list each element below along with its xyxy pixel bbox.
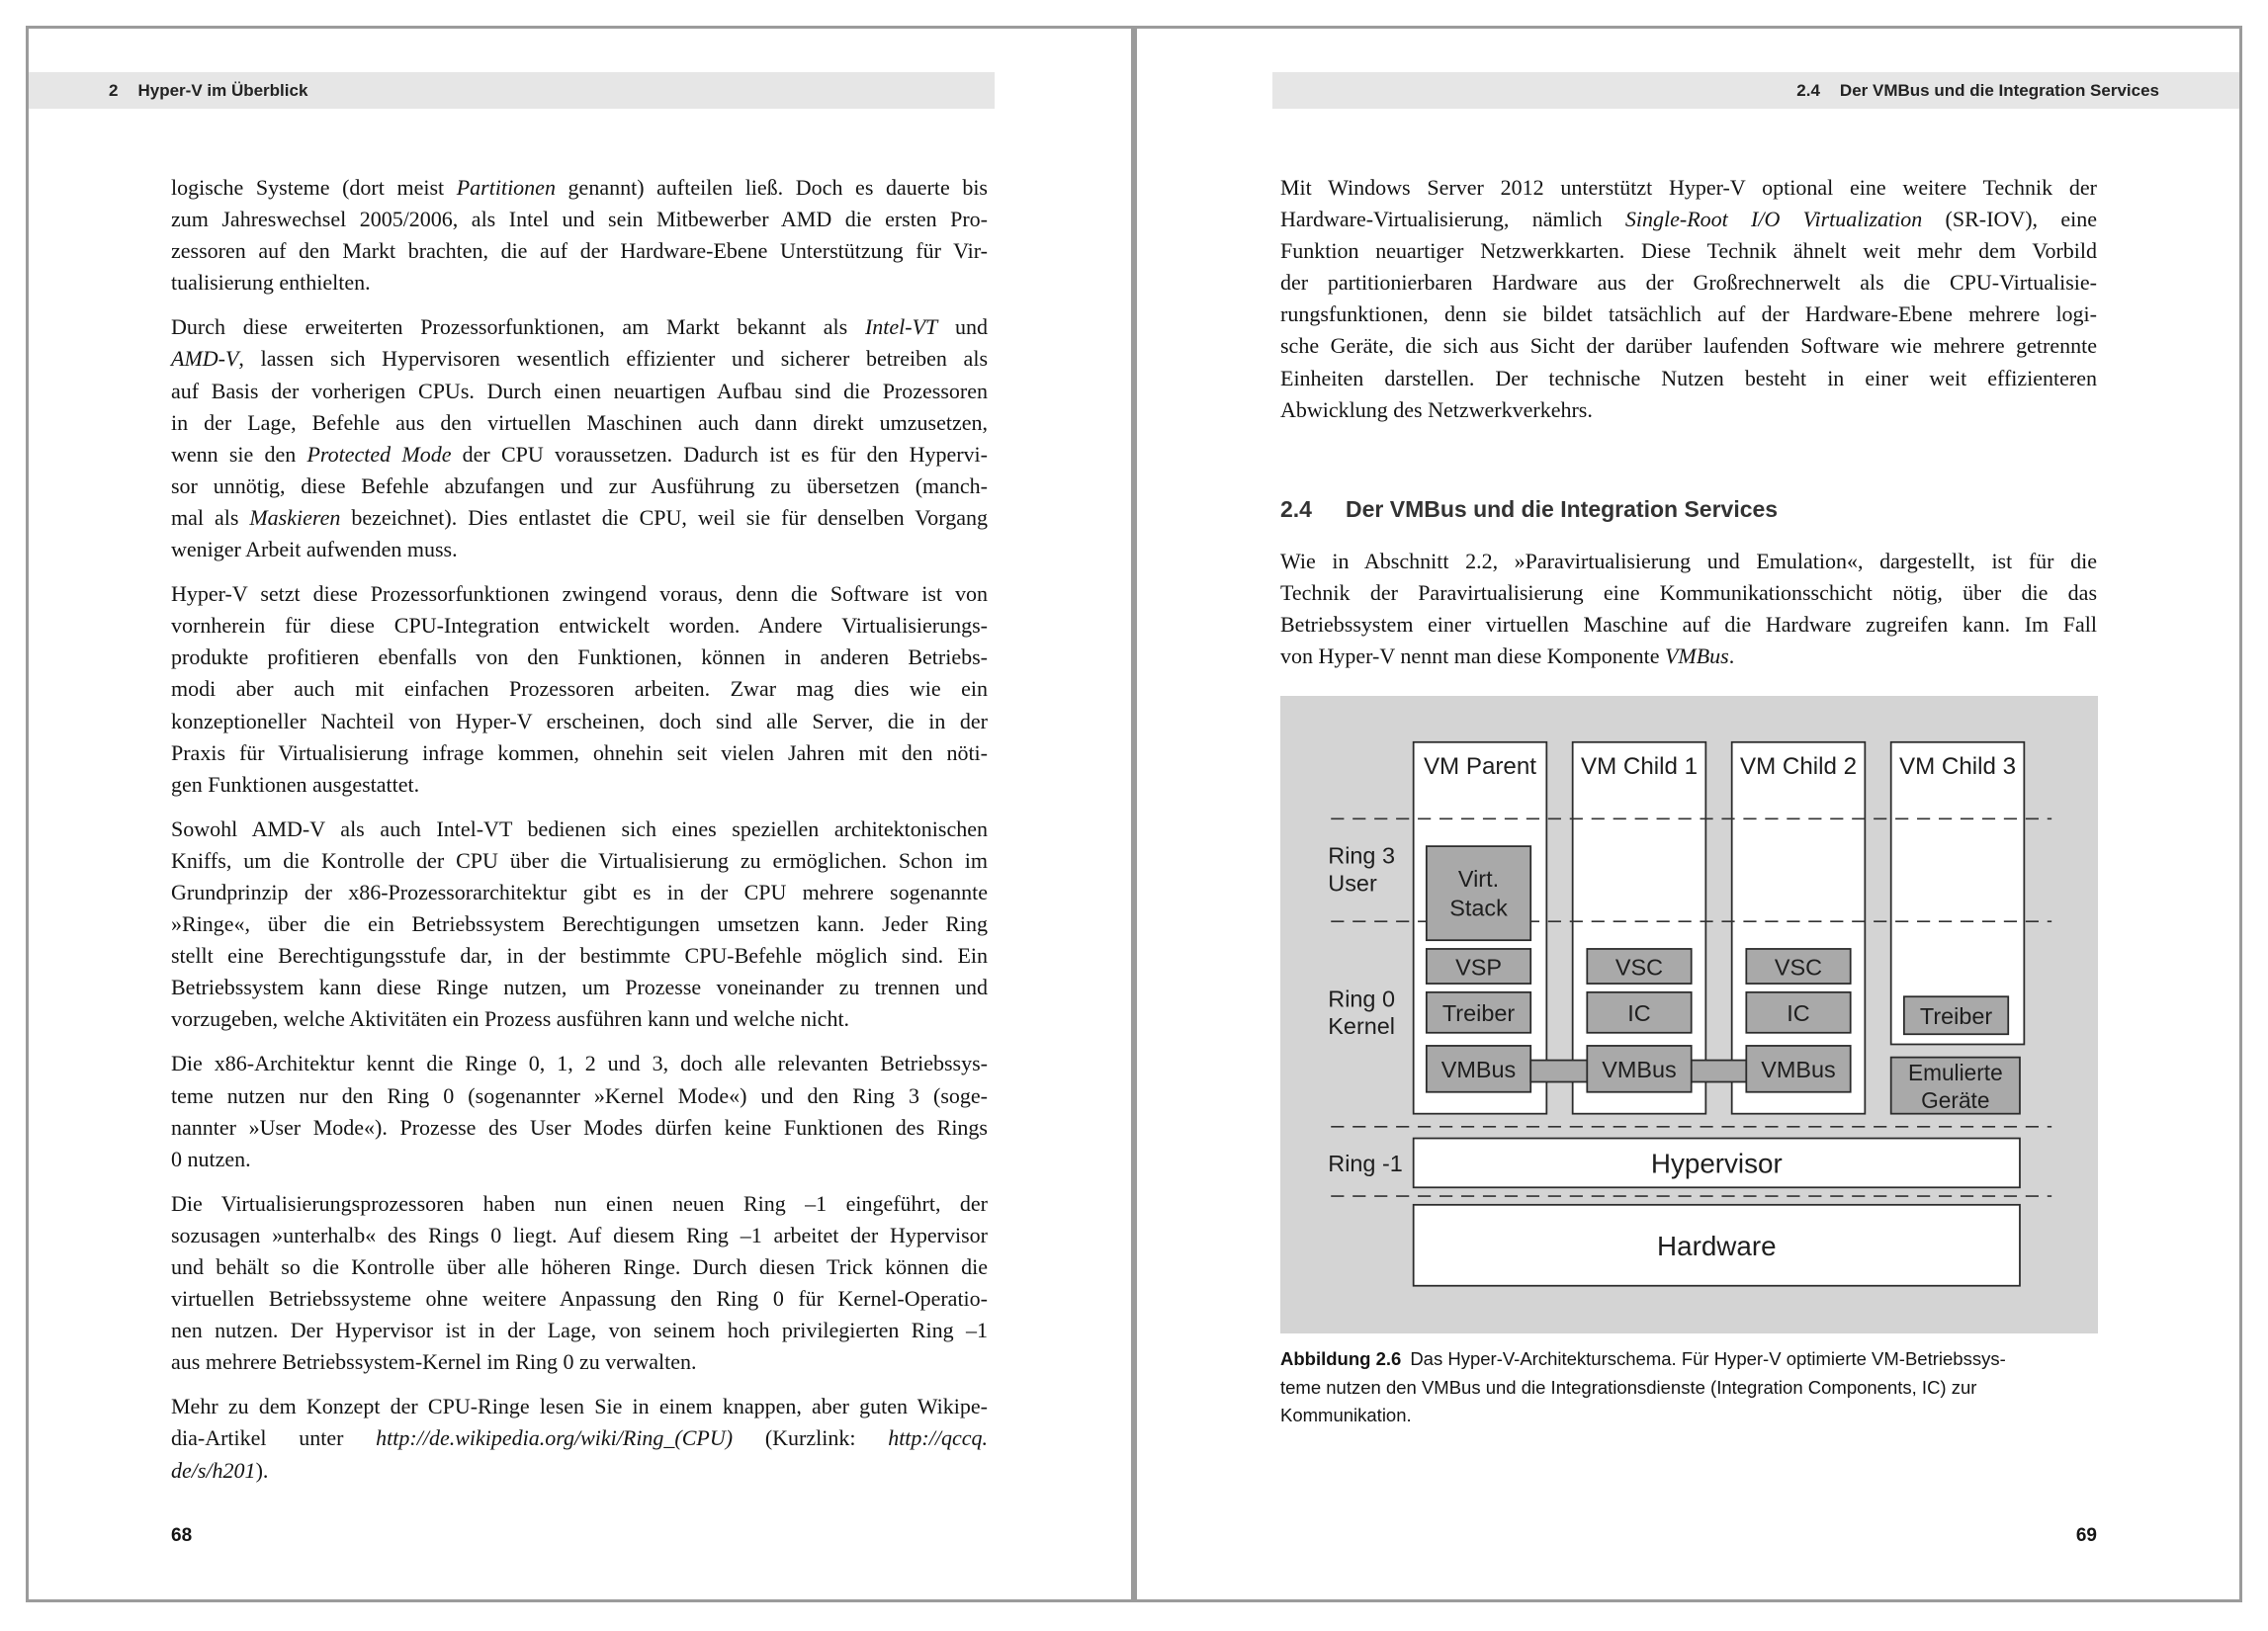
emulated-devices-label-2: Geräte [1921,1086,1990,1113]
text-run: und [937,314,988,340]
text-line [171,235,988,267]
paragraph [171,1048,988,1174]
running-head-section-title: Der VMBus und die Integration Services [1839,81,2159,100]
text-line [1280,172,2097,204]
column-title-vm-parent: VM Parent [1423,752,1537,780]
text-line [171,204,988,235]
text-run: von Hyper-V nennt man diese Komponente [1280,644,1665,669]
text-run: , lassen sich Hypervisoren wesentlich effizienter und sicherer betreiben als [238,346,988,372]
text-line [171,940,988,972]
text-line [171,343,988,375]
text-line [171,642,988,673]
text-line [171,1080,988,1112]
text-run: nen nutzen. Der Hypervisor ist in der Lage, von seinem hoch privilegierten Ring –1 [171,1318,988,1343]
text-line [171,1112,988,1144]
text-line [1280,330,2097,362]
paragraph [171,172,988,299]
italic-term: de/s/h201 [171,1457,256,1483]
text-line [171,172,988,204]
text-run: sche Geräte, die sich aus Sicht der darüber laufenden Software wie mehrere getrennte [1280,333,2097,359]
text-line [1280,363,2097,394]
text-line [171,1455,988,1487]
virt-stack-box [1427,846,1530,940]
text-run: Betriebssystem einer virtuellen Maschine auf die Hardware zugreifen kann. Im Fall [1280,612,2097,638]
text-run: Einheiten darstellen. Der technische Nutzen besteht in einer weit effizienteren [1280,365,2097,390]
text-run: modi aber auch mit einfachen Prozessoren arbeiten. Zwar mag dies wie ein [171,676,988,702]
text-run: genannt) aufteilen ließ. Doch es dauerte bis [555,175,988,200]
left-running-head [109,72,307,109]
caption-line [1280,1374,2097,1403]
text-line [171,1315,988,1346]
text-line [171,706,988,737]
text-run: mal als [171,504,250,530]
text-run: ). [255,1457,269,1483]
text-run: Abwicklung des Netzwerkverkehrs. [1280,396,1593,422]
hypervisor-label: Hypervisor [1650,1148,1783,1179]
text-run: gen Funktionen ausgestattet. [171,771,420,797]
text-run: teme nutzen nur den Ring 0 (sogenannter »Kernel Mode«) und den Ring 3 (soge- [171,1082,988,1108]
vmbus-connector-child1-child2 [1692,1061,1747,1082]
text-run: Grundprinzip der x86-Prozessorarchitektur gibt es in der CPU mehrere sogenannte [171,879,988,904]
text-line [171,1188,988,1220]
text-line [171,1220,988,1251]
column-title-vm-child-1: VM Child 1 [1580,752,1699,780]
text-run: vornherein für diese CPU-Integration entwickelt worden. Andere Virtualisierungs- [171,613,988,639]
parent-driver-label: Treiber [1441,1000,1516,1027]
text-run: Kniffs, um die Kontrolle der CPU über die Virtualisierung zu ermöglichen. Schon im [171,847,988,873]
hardware-label: Hardware [1657,1231,1777,1262]
text-line [171,814,988,845]
text-run: wenn sie den [171,441,307,467]
text-run: vorzugeben, welche Aktivitäten ein Prozess ausführen kann und welche nicht. [171,1006,850,1032]
text-line [171,376,988,407]
vsp-label: VSP [1455,954,1502,981]
vmbus-connector-parent-child1 [1530,1061,1587,1082]
left-page-number: 68 [171,1525,193,1546]
italic-term: http://de.wikipedia.org/wiki/Ring_(CPU) [376,1425,734,1451]
text-run: 0 nutzen. [171,1146,251,1171]
text-line [1280,394,2097,426]
text-run: »Ringe«, über die ein Betriebssystem Berechtigungen umsetzen kann. Jeder Ring [171,911,988,937]
text-line [171,673,988,705]
text-run: sor unnötig, diese Befehle abzufangen und zur Ausführung zu übersetzen (manch- [171,472,988,498]
child2-vsc-label: VSC [1774,954,1823,981]
text-line [1280,235,2097,267]
text-run: Durch diese erweiterten Prozessorfunktionen, am Markt bekannt als [171,314,865,340]
text-run: sozusagen »unterhalb« des Rings 0 liegt. Auf diesem Ring –1 arbeitet der Hypervisor [171,1222,988,1247]
text-run: Die Virtualisierungsprozessoren haben nun einen neuen Ring –1 eingeführt, der [171,1190,988,1216]
text-run: aus mehrere Betriebssystem-Kernel im Ring 0 zu verwalten. [171,1349,697,1375]
text-line [1280,577,2097,609]
child1-vsc-label: VSC [1614,954,1664,981]
text-run: in der Lage, Befehle aus den virtuellen Maschinen auch dann direkt umzusetzen, [171,409,988,435]
text-line [171,534,988,565]
text-line [171,1251,988,1283]
text-run: logische Systeme (dort meist [171,175,457,200]
text-line [171,1003,988,1035]
text-line [171,311,988,343]
text-run: Sowohl AMD-V als auch Intel-VT bedienen sich eines speziellen architektonischen [171,816,988,841]
caption-line [1280,1345,2097,1374]
text-run: auf Basis der vorherigen CPUs. Durch einen neuartigen Aufbau sind die Prozessoren [171,378,988,403]
text-line [171,1391,988,1422]
text-line [171,439,988,471]
text-run: Die x86-Architektur kennt die Ringe 0, 1, 2 und 3, doch alle relevanten Betriebssys- [171,1051,988,1076]
running-head-chapter-number: 2 [109,81,119,100]
emulated-devices-label-1: Emulierte [1907,1060,2003,1086]
text-line [171,471,988,502]
parent-vmbus-label: VMBus [1440,1057,1517,1083]
column-title-vm-child-3: VM Child 3 [1898,752,2017,780]
text-run: stellt eine Berechtigungsstufe dar, in der bestimmte CPU-Befehle möglich sind. Ein [171,943,988,969]
ring-3-label: Ring 3 [1328,842,1396,869]
text-run: weniger Arbeit aufwenden muss. [171,537,458,562]
right-page-number: 69 [2075,1525,2097,1546]
text-run: Hyper-V setzt diese Prozessorfunktionen zwingend voraus, denn die Software ist von [171,581,988,607]
text-run: teme nutzen den VMBus und die Integrationsdienste (Integration Components, IC) zur [1280,1376,1977,1398]
text-run: Wie in Abschnitt 2.2, »Paravirtualisierung und Emulation«, dargestellt, ist für die [1280,549,2097,573]
text-run: Hardware-Virtualisierung, nämlich [1280,207,1625,232]
italic-term: VMBus [1664,644,1729,669]
right-running-head [1796,72,2159,109]
paragraph [1280,172,2097,426]
caption-line [1280,1402,2097,1430]
text-run: nannter »User Mode«). Prozesse des User Modes dürfen keine Funktionen des Rings [171,1114,988,1140]
text-run: rungsfunktionen, denn sie bildet tatsächlich auf der Hardware-Ebene mehrere logi- [1280,301,2097,327]
text-run: Betriebssystem kann diese Ringe nutzen, um Prozesse voneinander zu trennen und [171,975,988,1000]
text-run: Praxis für Virtualisierung infrage kommen, ohnehin seit vielen Jahren mit den nöti- [171,739,988,765]
italic-term: Single-Root I/O Virtualization [1624,207,1923,232]
text-line [171,737,988,769]
paragraph [171,311,988,565]
text-run: Kommunikation. [1280,1405,1412,1425]
italic-term: Partitionen [456,175,556,200]
text-line [171,267,988,299]
text-line [171,1144,988,1175]
text-line [1280,641,2097,672]
running-head-chapter-title: Hyper-V im Überblick [137,81,308,100]
ring-3-sublabel: User [1328,870,1377,897]
text-run: dia-Artikel unter [171,1425,377,1451]
child2-vmbus-label: VMBus [1761,1057,1836,1083]
section-heading [1280,492,1778,526]
ring-0-label: Ring 0 [1328,986,1396,1012]
text-run: Technik der Paravirtualisierung eine Kommunikationsschicht nötig, über die das [1280,580,2097,606]
text-line [171,769,988,801]
section-heading-number: 2.4 [1280,496,1312,522]
figure-number-label: Abbildung 2.6 [1280,1348,1402,1369]
paragraph [171,814,988,1036]
text-run: produkte profitieren ebenfalls von den Funktionen, können in anderen Betriebs- [171,644,988,670]
text-run: konzeptioneller Nachteil von Hyper-V erscheinen, doch sind alle Server, die in der [171,708,988,733]
right-body-text-section [1280,546,2097,685]
italic-term: AMD-V [171,346,239,372]
paragraph [171,1391,988,1486]
text-line [171,1422,988,1454]
text-run: zum Jahreswechsel 2005/2006, als Intel und sein Mitbewerber AMD die ersten Pro- [171,207,988,232]
text-line [171,972,988,1003]
ring-minus-1-label: Ring -1 [1328,1151,1403,1177]
text-run: und behält so die Kontrolle über alle höheren Ringe. Durch diesen Trick können die [171,1254,988,1279]
text-run: zessoren auf den Markt brachten, die auf der Hardware-Ebene Unterstützung für Vir- [171,238,988,264]
text-line [171,1283,988,1315]
child3-driver-label: Treiber [1919,1003,1993,1030]
text-run: (SR-IOV), eine [1922,207,2097,232]
text-line [171,845,988,877]
virt-stack-label-1: Virt. [1457,866,1500,893]
text-run: bezeichnet). Dies entlastet die CPU, weil sie für denselben Vorgang [340,504,988,530]
text-line [171,877,988,908]
text-run: Funktion neuartiger Netzwerkkarten. Diese Technik ähnelt weit mehr dem Vorbild [1280,238,2097,264]
figure-caption [1280,1345,2097,1430]
right-body-text-top [1280,172,2097,439]
text-run: der CPU voraussetzen. Dadurch ist es für den Hypervi- [451,441,988,467]
text-line [171,610,988,642]
running-head-section-number: 2.4 [1796,81,1820,100]
section-heading-title: Der VMBus und die Integration Services [1346,496,1779,522]
virt-stack-label-2: Stack [1449,895,1508,921]
text-run: virtuellen Betriebssysteme ohne weitere Anpassung den Ring 0 für Kernel-Operatio- [171,1286,988,1312]
paragraph [171,578,988,801]
italic-term: Intel-VT [864,314,938,340]
text-run: Mit Windows Server 2012 unterstützt Hyper-V optional eine weitere Technik der [1280,175,2097,200]
text-line [171,407,988,439]
text-line [1280,546,2097,577]
text-run: Das Hyper-V-Architekturschema. Für Hyper-V optimierte VM-Betriebssys- [1410,1348,2006,1369]
text-run: tualisierung enthielten. [171,270,371,296]
text-line [1280,299,2097,330]
hyper-v-architecture-diagram [1280,696,2098,1333]
child1-vmbus-label: VMBus [1602,1057,1677,1083]
text-line [171,1048,988,1079]
ring-0-sublabel: Kernel [1328,1013,1396,1040]
text-run: . [1728,644,1735,669]
text-run: der partitionierbaren Hardware aus der Großrechnerwelt als die CPU-Virtualisie- [1280,270,2097,296]
child2-ic-label: IC [1787,1000,1810,1027]
italic-term: http://qccq. [888,1425,988,1451]
paragraph [171,1188,988,1379]
text-line [1280,267,2097,299]
text-run: (Kurzlink: [733,1425,889,1451]
text-line [1280,204,2097,235]
left-body-text [171,172,988,1500]
text-line [1280,609,2097,641]
column-title-vm-child-2: VM Child 2 [1739,752,1858,780]
text-line [171,1346,988,1378]
text-line [171,502,988,534]
text-line [171,908,988,940]
paragraph [1280,546,2097,672]
child1-ic-label: IC [1627,1000,1651,1027]
italic-term: Protected Mode [306,441,452,467]
italic-term: Maskieren [249,504,341,530]
text-run: Mehr zu dem Konzept der CPU-Ringe lesen Sie in einem knappen, aber guten Wikipe- [171,1394,988,1419]
text-line [171,578,988,610]
